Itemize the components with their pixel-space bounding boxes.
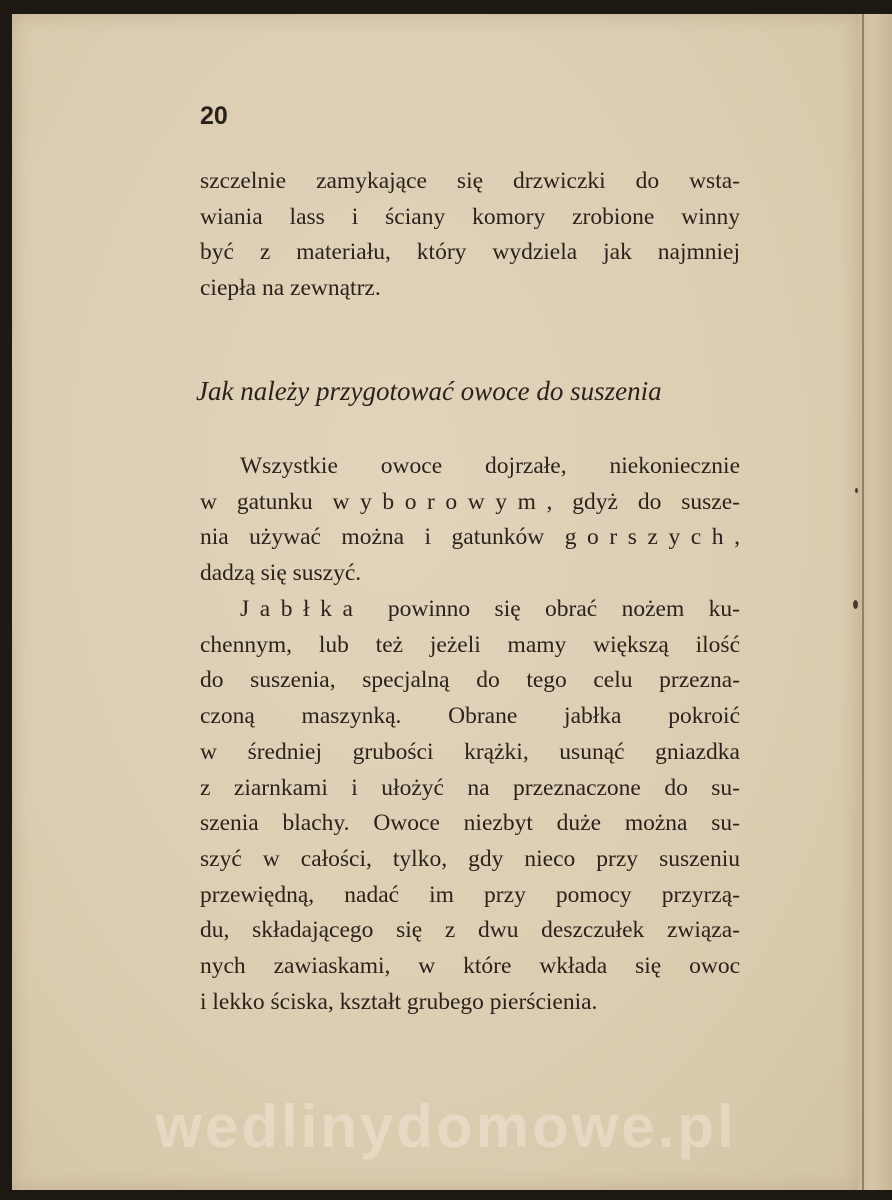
text-line: czoną maszynką. Obrane jabłka pokroić xyxy=(200,703,740,730)
text-line: du, składającego się z dwu deszczułek związa- xyxy=(200,917,740,944)
text-run: w gatunku xyxy=(200,488,333,515)
text-run: , xyxy=(734,524,740,551)
emphasized-word: Jabłka xyxy=(240,596,364,622)
text-line: wiania lass i ściany komory zrobione winny xyxy=(200,203,740,230)
text-line: ciepła na zewnątrz. xyxy=(200,275,381,302)
text-run: , gdyż do susze- xyxy=(546,488,740,515)
text-line: chennym, lub też jeżeli mamy większą ilość xyxy=(200,631,740,658)
text-line: przewiędną, nadać im przy pomocy przyrzą- xyxy=(200,881,740,908)
text-line: szyć w całości, tylko, gdy nieco przy suszeniu xyxy=(200,845,740,872)
text-line: być z materiału, który wydziela jak najmniej xyxy=(200,239,740,266)
text-line: nych zawiaskami, w które wkłada się owoc xyxy=(200,953,740,980)
emphasized-word: gorszych xyxy=(564,524,735,551)
text-line: i lekko ściska, kształt grubego pierścienia. xyxy=(200,988,598,1015)
text-line xyxy=(200,592,740,628)
text-run: nia używać można i gatunków xyxy=(200,524,565,551)
watermark: wedlinydomowe.pl xyxy=(155,1093,737,1160)
section-heading: Jak należy przygotować owoce do suszenia xyxy=(196,376,662,406)
text-run: powinno się obrać nożem ku- xyxy=(363,596,740,622)
page-gutter-line xyxy=(862,14,864,1190)
text-line: dadzą się suszyć. xyxy=(200,560,362,587)
text-line: do suszenia, specjalną do tego celu przezna- xyxy=(200,667,740,694)
text-line: Wszystkie owoce dojrzałe, niekoniecznie xyxy=(240,453,740,479)
text-line: w średniej grubości krążki, usunąć gniazdka xyxy=(200,738,740,765)
text-line xyxy=(200,485,740,521)
emphasized-word: wyborowym xyxy=(332,488,547,515)
text-line: z ziarnkami i ułożyć na przeznaczone do su- xyxy=(200,774,740,801)
text-line xyxy=(200,520,740,556)
paper-speck xyxy=(855,488,858,493)
text-line: szenia blachy. Owoce niezbyt duże można su- xyxy=(200,810,740,837)
paragraph-2 xyxy=(200,592,740,1020)
paper-speck xyxy=(853,600,858,609)
paragraph-1 xyxy=(200,449,740,592)
text-line: szczelnie zamykające się drzwiczki do wsta- xyxy=(200,168,740,194)
paragraph-continuation xyxy=(200,164,740,307)
page-number: 20 xyxy=(200,102,228,130)
